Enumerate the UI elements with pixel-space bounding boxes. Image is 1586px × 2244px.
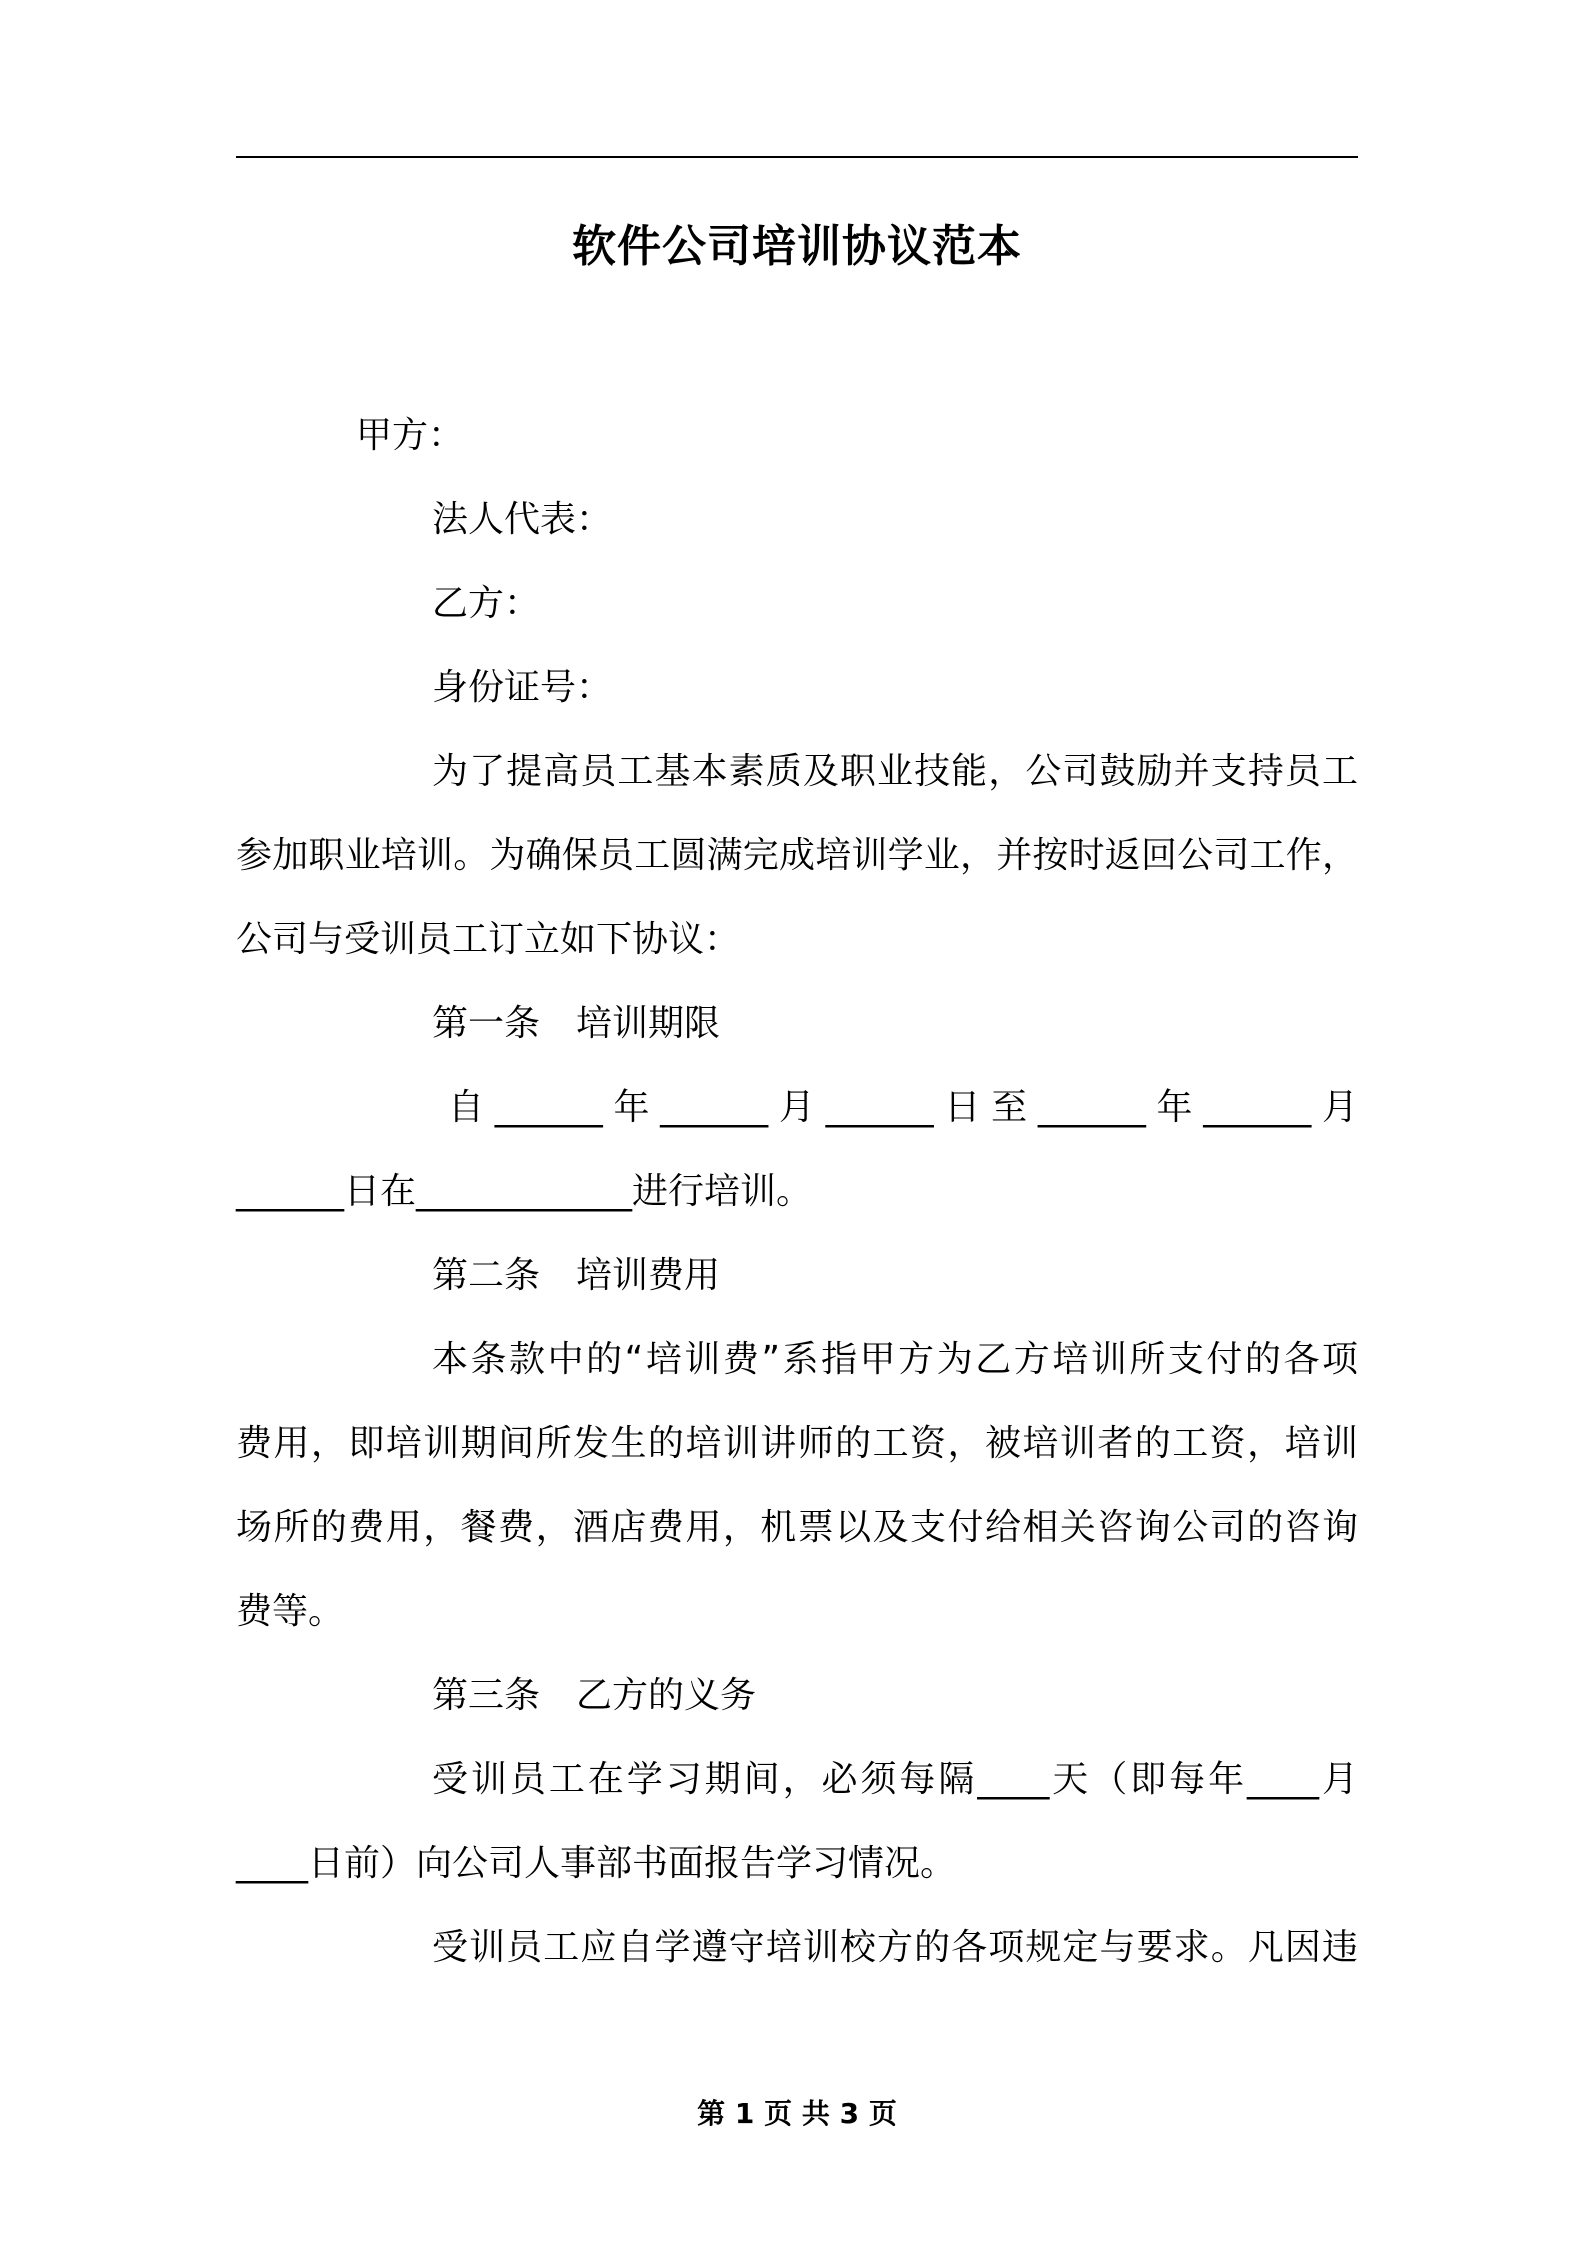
article-2-title: 培训费用 xyxy=(576,1255,721,1296)
article-3-line-3: 受训员工应自学遵守培训校方的各项规定与要求。凡因违 xyxy=(432,1927,1358,1968)
header-rule xyxy=(236,156,1358,158)
article-2-heading xyxy=(432,1246,1358,1306)
id-number-label: 身份证号： xyxy=(432,667,613,708)
article-2-line-1: 本条款中的“培训费”系指甲方为乙方培训所支付的各项 xyxy=(432,1339,1358,1380)
article-2-number: 第二条 xyxy=(432,1255,541,1296)
article-2-line-2: 费用，即培训期间所发生的培训讲师的工资，被培训者的工资，培训 xyxy=(236,1423,1358,1464)
article-2-line-4: 费等。 xyxy=(236,1591,345,1632)
article-1-title: 培训期限 xyxy=(576,1003,721,1044)
article-1-line-1: 自______年______月______日至______年______月 xyxy=(448,1087,1359,1128)
article-1-number: 第一条 xyxy=(432,1003,541,1044)
article-2-line-3: 场所的费用，餐费，酒店费用，机票以及支付给相关咨询公司的咨询 xyxy=(236,1507,1358,1548)
article-3-number: 第三条 xyxy=(432,1675,541,1716)
legal-rep-label: 法人代表： xyxy=(432,499,613,540)
party-b-label: 乙方： xyxy=(432,583,541,624)
article-3-line-2: ____日前）向公司人事部书面报告学习情况。 xyxy=(236,1843,957,1884)
intro-line-1: 为了提高员工基本素质及职业技能，公司鼓励并支持员工 xyxy=(432,751,1358,792)
article-3-title: 乙方的义务 xyxy=(576,1675,757,1716)
intro-line-2: 参加职业培训。为确保员工圆满完成培训学业，并按时返回公司工作， xyxy=(236,835,1358,876)
party-a-label: 甲方： xyxy=(356,415,465,456)
article-3-line-1: 受训员工在学习期间，必须每隔____天（即每年____月 xyxy=(432,1759,1358,1800)
article-1-line-2: ______日在____________进行培训。 xyxy=(236,1171,813,1212)
page-indicator: 第 1 页 共 3 页 xyxy=(697,2097,897,2130)
document-title: 软件公司培训协议范本 xyxy=(572,221,1022,272)
article-3-heading xyxy=(432,1666,1358,1726)
article-1-heading xyxy=(432,994,1358,1054)
intro-line-3: 公司与受训员工订立如下协议： xyxy=(236,919,741,960)
